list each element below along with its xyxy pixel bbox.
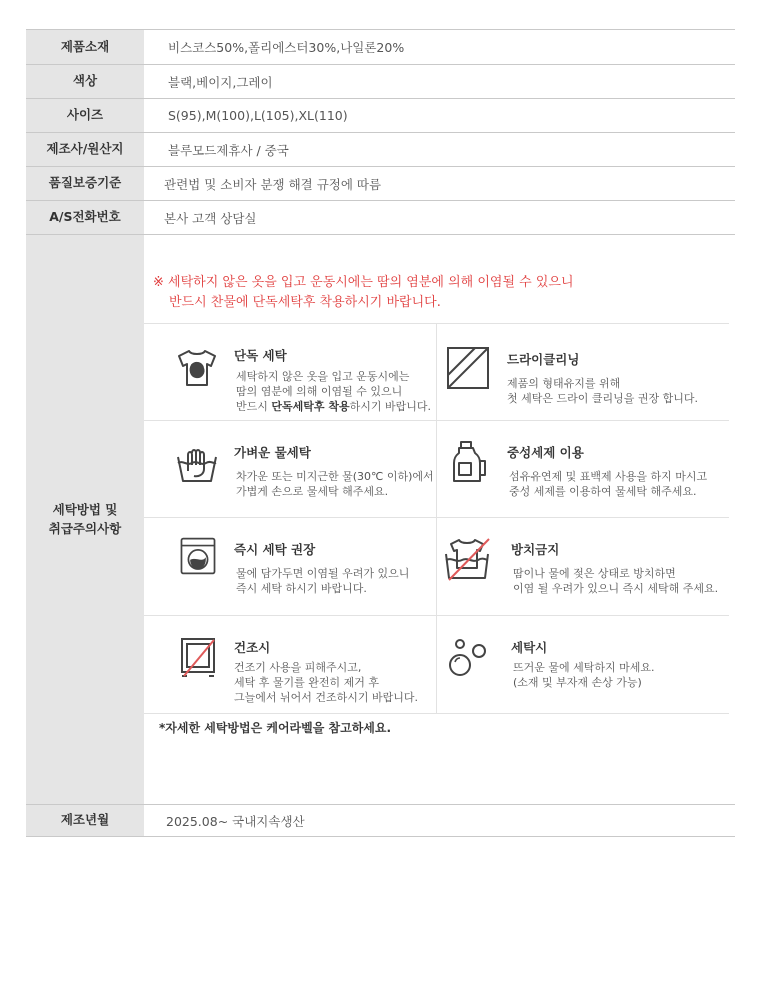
care-grid-row <box>144 616 729 714</box>
care-grid-row <box>144 421 729 518</box>
value-size: S(95),M(100),L(105),XL(110) <box>168 108 348 123</box>
row-as <box>26 201 735 235</box>
care-title: 단독 세탁 <box>234 348 287 363</box>
care-desc-text: 하시기 바랍니다. <box>349 400 431 413</box>
care-item-dry-clean <box>437 324 729 420</box>
care-content <box>144 235 735 804</box>
care-desc <box>513 660 655 690</box>
care-desc-line: 제품의 형태유지를 위해 <box>507 377 621 390</box>
care-desc-line <box>236 399 431 414</box>
care-desc-line: 가볍게 손으로 물세탁 해주세요. <box>236 485 389 498</box>
dry-clean-icon <box>445 345 491 391</box>
care-item-drying <box>144 616 437 713</box>
care-item-wash-immediately <box>144 518 437 615</box>
care-desc-line: 땀이나 물에 젖은 상태로 방치하면 <box>513 567 676 580</box>
care-item-hand-wash <box>144 421 437 517</box>
row-care <box>26 235 735 805</box>
care-title: 가벼운 물세탁 <box>234 445 311 460</box>
care-item-no-leaving <box>437 518 729 615</box>
care-title: 방치금지 <box>511 542 560 557</box>
label-maker: 제조사/원산지 <box>26 133 144 166</box>
row-maker <box>26 133 735 167</box>
row-color <box>26 65 735 99</box>
value-color: 블랙,베이지,그레이 <box>168 74 273 90</box>
care-title: 드라이클리닝 <box>507 352 580 367</box>
care-desc-line: 땀의 염분에 의해 이염될 수 있으니 <box>236 385 403 398</box>
care-title: 건조시 <box>234 640 271 655</box>
care-title: 즉시 세탁 권장 <box>234 542 316 557</box>
care-desc-line: 물에 담가두면 이염될 우려가 있으니 <box>236 567 410 580</box>
label-date: 제조년월 <box>26 805 144 836</box>
care-desc-line: (소재 및 부자재 손상 가능) <box>513 676 642 689</box>
label-care <box>26 235 144 804</box>
care-desc <box>234 660 418 705</box>
care-desc-line: 이염 될 우려가 있으니 즉시 세탁해 주세요. <box>513 582 719 595</box>
label-size: 사이즈 <box>26 99 144 132</box>
care-desc-line: 즉시 세탁 하시기 바랍니다. <box>236 582 367 595</box>
care-desc <box>507 376 698 406</box>
care-footnote: *자세한 세탁방법은 케어라벨을 참고하세요. <box>159 721 392 735</box>
row-material <box>26 30 735 65</box>
detergent-bottle-icon <box>445 439 491 485</box>
label-care-line1: 세탁방법 및 <box>52 502 118 518</box>
care-desc <box>509 469 707 499</box>
washing-machine-icon <box>178 536 218 576</box>
care-desc-line: 세탁하지 않은 옷을 입고 운동시에는 <box>236 370 410 383</box>
care-desc-line: 그늘에서 뉘어서 건조하시기 바랍니다. <box>234 691 419 704</box>
care-title: 세탁시 <box>511 640 548 655</box>
hand-wash-icon <box>174 441 220 487</box>
care-desc-text: 반드시 <box>236 400 272 413</box>
care-desc <box>513 566 718 596</box>
value-maker: 블루모드제휴사 / 중국 <box>168 142 289 158</box>
value-as: 본사 고객 상담실 <box>164 210 257 226</box>
care-desc <box>236 469 434 499</box>
care-item-washing <box>437 616 729 713</box>
care-desc-bold: 단독세탁후 착용 <box>271 400 350 413</box>
care-desc-line: 첫 세탁은 드라이 클리닝을 권장 합니다. <box>507 392 698 405</box>
label-as: A/S전화번호 <box>26 201 144 234</box>
care-desc-line: 차가운 또는 미지근한 물(30℃ 이하)에서 <box>236 470 434 483</box>
row-size <box>26 99 735 133</box>
care-grid-row <box>144 518 729 616</box>
care-title: 중성세제 이용 <box>507 445 584 460</box>
care-desc <box>236 369 431 414</box>
care-notice <box>153 273 574 313</box>
label-care-line2: 취급주의사항 <box>48 520 122 536</box>
care-desc-line: 섬유유연제 및 표백제 사용을 하지 마시고 <box>509 470 708 483</box>
care-desc-line: 세탁 후 물기를 완전히 제거 후 <box>234 676 379 689</box>
label-material: 제품소재 <box>26 30 144 64</box>
bubbles-icon <box>447 638 491 678</box>
notice-line2: 반드시 찬물에 단독세탁후 착용하시기 바랍니다. <box>169 295 441 310</box>
care-item-solo-wash <box>144 324 437 420</box>
care-grid <box>144 323 729 714</box>
label-quality: 품질보증기준 <box>26 167 144 200</box>
care-desc <box>236 566 409 596</box>
label-color: 색상 <box>26 65 144 98</box>
row-date <box>26 805 735 837</box>
value-material: 비스코스50%,폴리에스터30%,나일론20% <box>168 40 405 55</box>
care-desc-line: 중성 세제를 이용하여 물세탁 해주세요. <box>509 485 697 498</box>
value-date: 2025.08~ 국내지속생산 <box>166 813 305 829</box>
care-item-neutral-detergent <box>437 421 729 517</box>
notice-line1: ※ 세탁하지 않은 옷을 입고 운동시에는 땀의 염분에 의해 이염될 수 있으니 <box>153 275 574 290</box>
product-info-table <box>26 29 735 837</box>
care-grid-row <box>144 324 729 421</box>
row-quality <box>26 167 735 201</box>
care-desc-line: 건조기 사용을 피해주시고, <box>234 661 362 674</box>
care-desc-line: 뜨거운 물에 세탁하지 마세요. <box>513 661 655 674</box>
value-quality: 관련법 및 소비자 분쟁 해결 규정에 따름 <box>164 176 382 192</box>
no-dryer-icon <box>178 636 218 680</box>
no-soaking-icon <box>443 536 493 582</box>
tshirt-stain-icon <box>174 345 220 391</box>
